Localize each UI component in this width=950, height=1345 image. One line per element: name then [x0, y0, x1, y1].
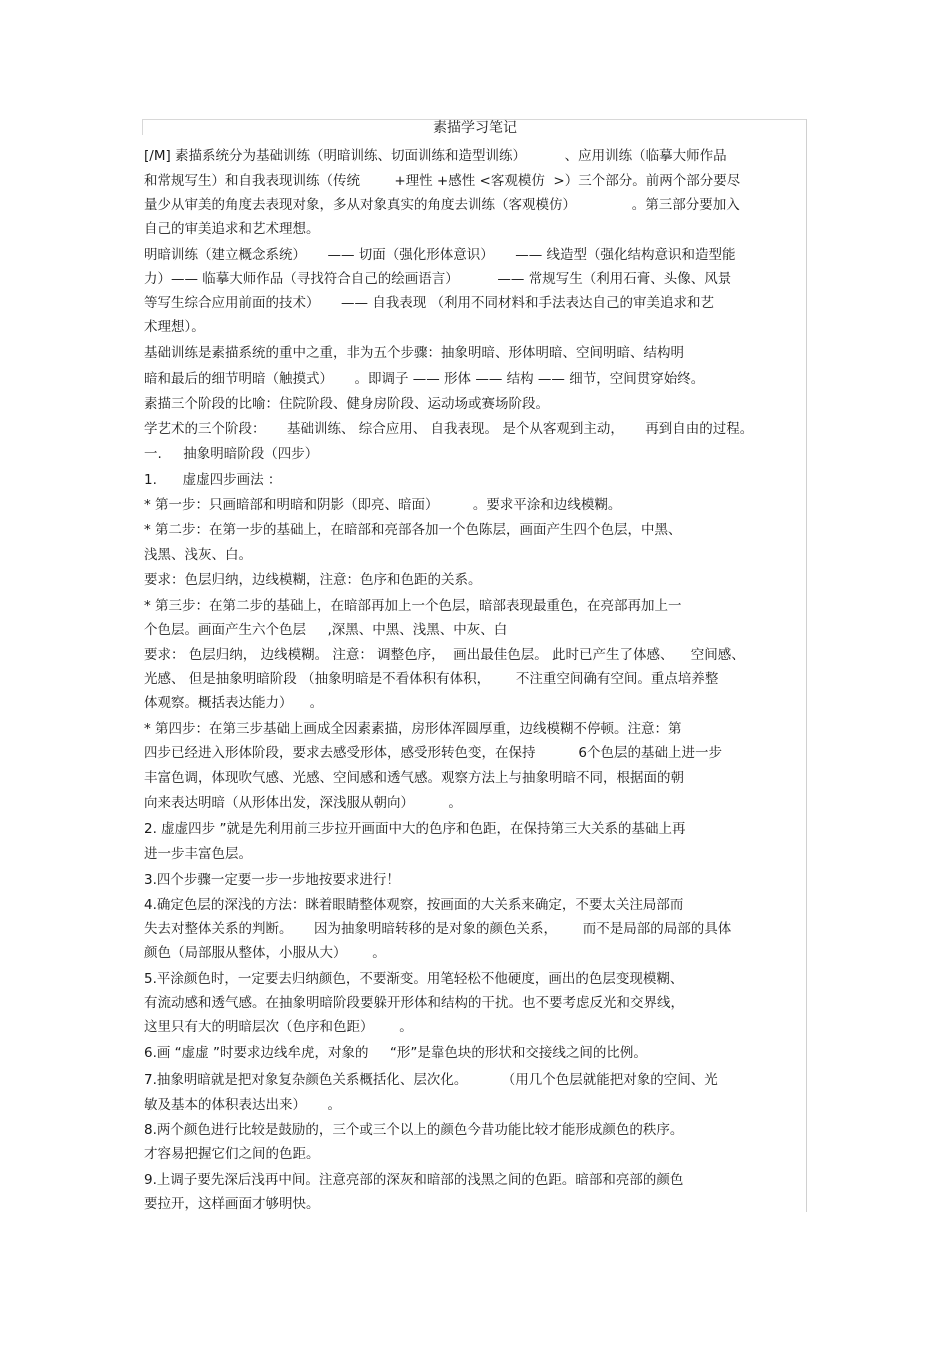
text-line: 自己的审美追求和艺术理想。 — [144, 221, 320, 237]
text-line: * 第三步：在第二步的基础上，在暗部再加上一个色层，暗部表现最重色，在亮部再加上一 — [144, 598, 682, 614]
text-line: 体观察。概括表达能力） 。 — [144, 695, 324, 711]
text-line: 3.四个步骤一定要一步一步地按要求进行！ — [144, 872, 400, 888]
text-line: 术理想）。 — [144, 319, 205, 335]
text-line: 浅黑、浅灰、白。 — [144, 547, 252, 563]
text-line: 4.确定色层的深浅的方法：眯着眼睛整体观察，按画面的大关系来确定，不要太关注局部而 — [144, 897, 684, 913]
text-line: * 第一步：只画暗部和明暗和阴影（即亮、暗面） 。要求平涂和边线模糊。 — [144, 497, 622, 513]
text-line: 个色层。画面产生六个色层 ,深黑、中黑、浅黑、中灰、白 — [144, 622, 508, 638]
text-line: * 第四步：在第三步基础上画成全因素素描，房形体浑圆厚重，边线模糊不停顿。注意：第 — [144, 721, 682, 737]
text-line: 这里只有大的明暗层次（色序和色距） 。 — [144, 1019, 413, 1035]
text-line: 明暗训练（建立概念系统） —— 切面（强化形体意识） —— 线造型（强化结构意识和造型能 — [144, 247, 736, 263]
text-line: 学艺术的三个阶段： 基础训练、 综合应用、 自我表现。 是个从客观到主动， 再到自由的过程。 — [144, 421, 754, 437]
text-line: 基础训练是素描系统的重中之重，非为五个步骤：抽象明暗、形体明暗、空间明暗、结构明 — [144, 345, 684, 361]
text-line: [/M] 素描系统分为基础训练（明暗训练、切面训练和造型训练） 、应用训练（临摹大师作品 — [144, 148, 727, 164]
text-line: 暗和最后的细节明暗（触摸式） 。即调子 —— 形体 —— 结构 —— 细节，空间贯穿始终。 — [144, 371, 705, 387]
text-line: 要求：色层归纳，边线模糊，注意：色序和色距的关系。 — [144, 572, 482, 588]
text-line: 2. 虚虚四步 ”就是先利用前三步拉开画面中大的色序和色距，在保持第三大关系的基础上再 — [144, 821, 686, 837]
text-line: 要求： 色层归纳， 边线模糊。 注意： 调整色序， 画出最佳色层。 此时已产生了体感、 空间感、 — [144, 647, 745, 663]
text-line: 8.两个颜色进行比较是鼓励的，三个或三个以上的颜色今昔功能比较才能形成颜色的秩序。 — [144, 1122, 684, 1138]
text-line: 颜色（局部服从整体，小服从大） 。 — [144, 945, 386, 961]
text-line: 进一步丰富色层。 — [144, 846, 252, 862]
text-line: 7.抽象明暗就是把对象复杂颜色关系概括化、层次化。 （用几个色层就能把对象的空间、光 — [144, 1072, 718, 1088]
document-title: 素描学习笔记 — [433, 120, 517, 136]
text-line: 9.上调子要先深后浅再中间。注意亮部的深灰和暗部的浅黑之间的色距。暗部和亮部的颜色 — [144, 1172, 684, 1188]
text-line: 失去对整体关系的判断。 因为抽象明暗转移的是对象的颜色关系， 而不是局部的局部的具体 — [144, 921, 732, 937]
text-line: 四步已经进入形体阶段，要求去感受形体，感受形转色变，在保持 6个色层的基础上进一步 — [144, 745, 723, 761]
text-line: 要拉开，这样画面才够明快。 — [144, 1196, 320, 1212]
text-line: 才容易把握它们之间的色距。 — [144, 1146, 320, 1162]
text-line: 5.平涂颜色时，一定要去归纳颜色，不要渐变。用笔轻松不他硬度，画出的色层变现模糊、 — [144, 971, 684, 987]
text-line: * 第二步：在第一步的基础上，在暗部和亮部各加一个色陈层，画面产生四个色层，中黑、 — [144, 522, 682, 538]
text-line: 向来表达明暗（从形体出发，深浅服从朝向） 。 — [144, 795, 462, 811]
text-line: 等写生综合应用前面的技术） —— 自我表现 （利用不同材料和手法表达自己的审美追求和艺 — [144, 295, 715, 311]
text-line: 和常规写生）和自我表现训练（传统 +理性 +感性 <客观模仿 >）三个部分。前两个部分要尽 — [144, 173, 741, 189]
text-line: 一. 抽象明暗阶段（四步） — [144, 446, 319, 462]
text-line: 量少从审美的角度去表现对象，多从对象真实的角度去训练（客观模仿） 。第三部分要加入 — [144, 197, 740, 213]
text-line: 敏及基本的体积表达出来） 。 — [144, 1097, 341, 1113]
text-line: 1. 虚虚四步画法 ： — [144, 472, 282, 488]
text-line: 丰富色调，体现吹气感、光感、空间感和透气感。观察方法上与抽象明暗不同，根据面的朝 — [144, 770, 684, 786]
text-line: 6.画 “虚虚 ”时要求边线牟虎，对象的 “形”是靠色块的形状和交接线之间的比例。 — [144, 1045, 647, 1061]
text-line: 有流动感和透气感。在抽象明暗阶段要躲开形体和结构的干扰。也不要考虑反光和交界线， — [144, 995, 684, 1011]
text-line: 素描三个阶段的比喻：住院阶段、健身房阶段、运动场或赛场阶段。 — [144, 396, 549, 412]
text-line: 光感、 但是抽象明暗阶段 （抽象明暗是不看体积有体积， 不注重空间确有空间。重点培养整 — [144, 671, 719, 687]
text-line: 力）—— 临摹大师作品（寻找符合自己的绘画语言） —— 常规写生（利用石膏、头像、风景 — [144, 271, 732, 287]
page-frame-right — [806, 119, 807, 1212]
